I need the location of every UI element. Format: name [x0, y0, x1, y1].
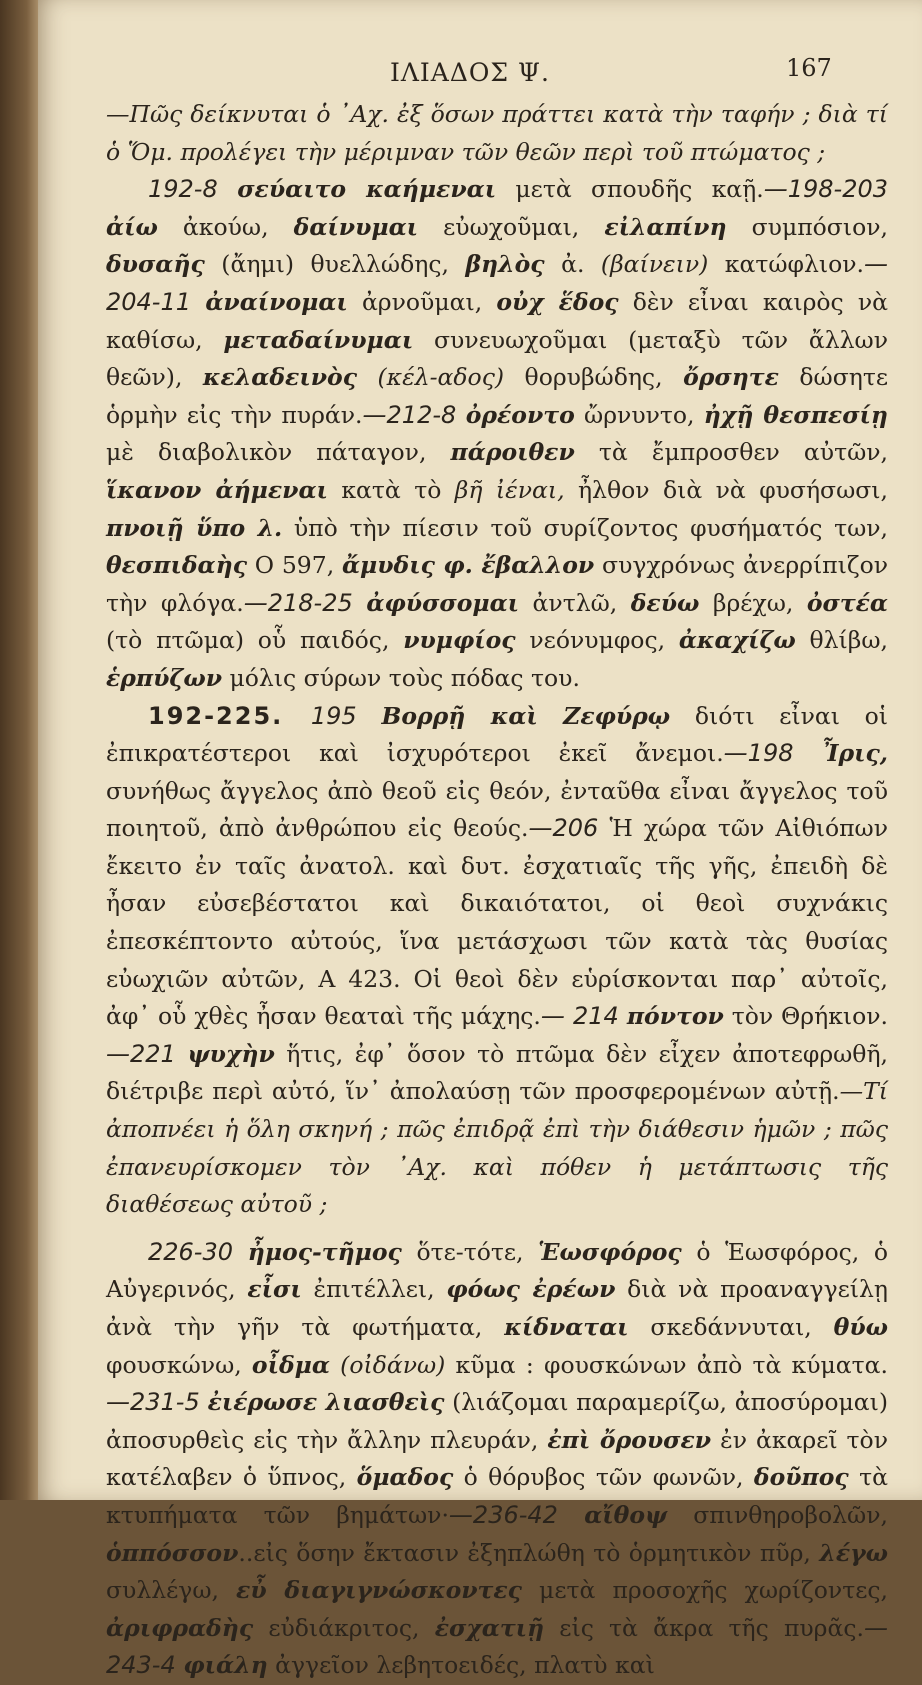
book-page [38, 0, 922, 1680]
gloss-text: θλίβω, [795, 626, 888, 655]
lemma: βηλὸς [465, 250, 545, 279]
line-number: —198-203 [763, 175, 888, 204]
gloss-text: μόλις σύρων τοὺς πόδας του. [222, 663, 580, 692]
gloss-text: (τὸ πτῶμα) οὗ παιδός, [106, 626, 404, 655]
gloss-text: (ἄημι) θυελλώδης, [204, 250, 466, 279]
lemma: ἀριφραδὴς [106, 1613, 254, 1642]
lemma: ἦμος-τῆμος [247, 1237, 402, 1266]
gloss-text: κῦμα : φουσκώνων ἀπὸ τὰ κύματα. [445, 1350, 888, 1379]
lemma: δαίνυμαι [293, 212, 419, 241]
line-number: —236-42 [448, 1500, 585, 1529]
line-number: —212-8 [362, 400, 466, 429]
italic-text: —Τί ἀποπνέει ἡ ὅλη σκηνή ; πῶς ἐπιδρᾷ ἐπὶ τὴν διάθεσιν ἡμῶν ; πῶς ἐπανευρίσκομεν τὸν ᾿Αχ. καὶ πόθεν ἡ μετάπτωσις τῆς διαθέσεως αὐτοῦ ; [106, 1077, 888, 1219]
gloss-text: Ο 597, [247, 551, 342, 580]
line-number: —198 [723, 739, 822, 768]
gloss-text: δώσητε ὁρμὴν εἰς τὴν πυράν. [106, 363, 888, 429]
gloss-text: μετὰ σπουδῆς καῇ. [496, 175, 764, 204]
gloss-text: διὰ νὰ προαναγγείλῃ ἀνὰ τὴν γῆν τὰ φωτήματα, [106, 1275, 888, 1341]
gloss-text: εὐωχοῦμαι, [418, 212, 605, 241]
lemma: θύω [833, 1313, 889, 1341]
line-number: —218-25 [243, 588, 367, 617]
lemma: πάροιθεν [450, 438, 575, 467]
lemma: κίδναται [504, 1313, 629, 1341]
line-number: —204-11 [106, 250, 888, 316]
lemma: νυμφίος [403, 626, 516, 655]
gloss-text: συνευωχοῦμαι (μεταξὺ τῶν ἄλλων θεῶν), [106, 325, 888, 392]
lemma: κελαδεινὸς [202, 363, 358, 392]
lemma: ἑρπύζων [106, 663, 223, 692]
lemma: Βορρῇ καὶ Ζεφύρῳ [381, 701, 671, 730]
gloss-text: ἦλθον διὰ νὰ φυσήσωσι, [564, 475, 888, 504]
gloss-text: ὑπὸ τὴν πίεσιν τοῦ συρίζοντος φυσήματός των, [282, 513, 888, 542]
gloss-text: ἥτις, ἐφ᾽ ὅσον τὸ πτῶμα δὲν εἶχεν ἀποτεφρωθῆ, διέτριβε περὶ αὐτό, ἵν᾽ ἀπολαύσῃ τῶν προσφερομένων αὐτῇ. [106, 1039, 888, 1106]
line-number: 195 [310, 701, 382, 730]
gloss-text: κατώφλιον. [708, 250, 864, 279]
lemma: Ἶρις, [821, 739, 888, 768]
lemma: πνοιῇ ὕπο λ. [106, 513, 283, 542]
lemma: φιάλη [183, 1651, 268, 1680]
lemma: φόως ἐρέων [446, 1275, 616, 1304]
gloss-text: ..εἰς ὅσην ἔκτασιν ἐξηπλώθη τὸ ὁρμητικὸν πῦρ, [238, 1538, 820, 1567]
section-heading: 192-225. [148, 701, 311, 730]
gloss-text: ἀρνοῦμαι, [347, 287, 497, 316]
gloss-text: ἐπιτέλλει, [301, 1275, 447, 1304]
line-number: —231-5 [106, 1388, 208, 1417]
lemma: δυσαῆς [106, 250, 205, 279]
lemma: εὖ διαγιγνώσκοντες [236, 1576, 522, 1605]
italic-text: (οἰδάνω) [329, 1350, 446, 1379]
gloss-text: ἀγγεῖον λεβητοειδές, πλατὺ καὶ [267, 1651, 655, 1680]
line-number: — 214 [540, 1002, 627, 1031]
lemma: εἰλαπίνη [604, 212, 727, 241]
gloss-text: νεόνυμφος, [515, 626, 679, 655]
gloss-text: συνήθως ἄγγελος ἀπὸ θεοῦ εἰς θεόν, ἐνταῦθα εἶναι ἄγγελος τοῦ ποιητοῦ, ἀπὸ ἀνθρώπου εἰς θεούς. [106, 776, 888, 843]
lemma: θεσπιδαὴς [106, 551, 248, 580]
paragraph [106, 96, 888, 171]
paragraph [106, 171, 888, 697]
gloss-text: τὸν Θρήκιον. [723, 1002, 888, 1031]
gloss-text: ὤρνυντο, [574, 400, 704, 429]
line-number: —206 [528, 814, 610, 843]
lemma: ἐσχατιῇ [434, 1613, 545, 1642]
gloss-text: μὲ διαβολικὸν πάταγον, [106, 438, 451, 467]
italic-text: βῆ ἰέναι, [454, 475, 565, 504]
gloss-text: φουσκώνω, [106, 1350, 252, 1379]
line-number: —221 [106, 1039, 188, 1068]
lemma: ἄμυδις φ. ἔβαλλον [341, 551, 595, 580]
gloss-text: ὁ θόρυβος τῶν φωνῶν, [453, 1463, 754, 1492]
gloss-text: βρέχω, [699, 588, 807, 617]
gloss-text: τὰ κτυπήματα τῶν βημάτων· [106, 1463, 889, 1529]
gloss-text: εἰς τὰ ἄκρα τῆς πυρᾶς. [544, 1613, 864, 1642]
lemma: ἀκαχίζω [678, 626, 796, 655]
lemma: ὄρσητε [683, 363, 779, 392]
gloss-text: κατὰ τὸ [327, 475, 455, 504]
lemma: οὐχ ἕδος [496, 287, 619, 316]
gloss-text: Ἡ χώρα τῶν Αἰθιόπων ἔκειτο ἐν ταῖς ἀνατολ. καὶ δυτ. ἐσχατιαῖς τῆς γῆς, ἐπειδὴ δὲ ἦσαν εὐσεβέστατοι καὶ δικαιότατοι, οἱ θεοὶ συχνάκις ἐπεσκέπτοντο αὐτούς, ἵνα μετάσχωσι τῶν κατὰ τὰς θυσίας εὐωχιῶν αὐτῶν, Α 423. Οἱ θεοὶ δὲν εὑρίσκονται παρ᾽ αὐτοῖς, ἀφ᾽ οὗ χθὲς ἦσαν θεαταὶ τῆς μάχης. [106, 814, 888, 1031]
gloss-text: μετὰ προσοχῆς χωρίζοντες, [521, 1576, 889, 1605]
book-spine [0, 0, 38, 1500]
gloss-text: σκεδάννυται, [628, 1313, 834, 1341]
gloss-text: (λιάζομαι παραμερίζω, ἀποσύρομαι) ἀποσυρθεὶς εἰς τὴν ἄλλην πλευράν, [106, 1388, 888, 1454]
lemma: ἐιέρωσε λιασθεὶς [207, 1388, 445, 1417]
lemma: σεύαιτο καήμεναι [237, 175, 497, 204]
gloss-text: δὲν εἶναι καιρὸς νὰ καθίσω, [106, 287, 889, 354]
page-header [38, 54, 922, 98]
lemma: οἶδμα [251, 1350, 330, 1379]
paragraph [106, 1234, 888, 1685]
lemma: ἀναίνομαι [205, 287, 348, 316]
lemma: ἵκανον ἀήμεναι [106, 475, 328, 504]
lemma: ψυχὴν [187, 1039, 275, 1068]
gloss-text: συμπόσιον, [726, 212, 888, 241]
line-number: —243-4 [106, 1613, 888, 1680]
italic-text: (κέλ-αδος) [357, 363, 505, 392]
line-number: 192-8 [148, 175, 238, 204]
lemma: ὅμαδος [356, 1463, 454, 1492]
gloss-text: συλλέγω, [106, 1576, 237, 1605]
paragraph [106, 698, 888, 1224]
lemma: Ἑωσφόρος [538, 1237, 682, 1266]
lemma: δεύω [630, 588, 700, 617]
gloss-text: ὅτε-τότε, [401, 1237, 539, 1266]
lemma: ὁππόσσον [106, 1538, 239, 1567]
lemma: μεταδαίνυμαι [223, 325, 414, 354]
gloss-text: τὰ ἔμπροσθεν αὐτῶν, [574, 438, 888, 467]
gloss-text: ἀκούω, [157, 212, 294, 241]
gloss-text: σπινθηροβολῶν, [667, 1500, 888, 1529]
gloss-text: διότι εἶναι οἱ ἐπικρατέστεροι καὶ ἰσχυρότεροι ἐκεῖ ἄνεμοι. [106, 701, 888, 768]
lemma: αἴθοψ [584, 1500, 668, 1529]
gloss-text: συγχρόνως ἀνερρίπιζον τὴν φλόγα. [106, 551, 889, 617]
lemma: λέγω [819, 1538, 888, 1567]
gloss-text: ἀ. [544, 250, 601, 279]
lemma: ὀρέοντο [465, 400, 575, 429]
lemma: ἀίω [106, 212, 158, 241]
lemma: πόντον [626, 1002, 724, 1031]
lemma: δοῦπος [753, 1463, 849, 1492]
lemma: ἠχῇ θεσπεσίῃ [703, 400, 888, 429]
lemma: ὀστέα [806, 588, 889, 617]
gloss-text: ἐν ἀκαρεῖ τὸν κατέλαβεν ὁ ὕπνος, [106, 1425, 888, 1492]
lemma: ἀφύσσομαι [366, 588, 520, 617]
page-number: 167 [786, 54, 832, 82]
line-number: 226-30 [148, 1237, 248, 1266]
commentary-text [106, 96, 888, 1685]
lemma: εἶσι [247, 1275, 302, 1304]
italic-text: (βαίνειν) [600, 250, 709, 279]
gloss-text: θορυβώδης, [504, 363, 684, 392]
italic-text: —Πῶς δείκνυται ὁ ᾿Αχ. ἐξ ὅσων πράττει κατὰ τὴν ταφήν ; διὰ τί ὁ Ὅμ. προλέγει τὴν μέριμναν τῶν θεῶν περὶ τοῦ πτώματος ; [106, 100, 888, 166]
gloss-text: ὁ Ἑωσφόρος, ὁ Αὐγερινός, [106, 1237, 888, 1304]
lemma: ἐπὶ ὄρουσεν [547, 1425, 712, 1454]
gloss-text: εὐδιάκριτος, [253, 1613, 435, 1642]
running-title: ΙΛΙΑΔΟΣ Ψ. [390, 58, 550, 87]
gloss-text: ἀντλῶ, [519, 588, 631, 617]
